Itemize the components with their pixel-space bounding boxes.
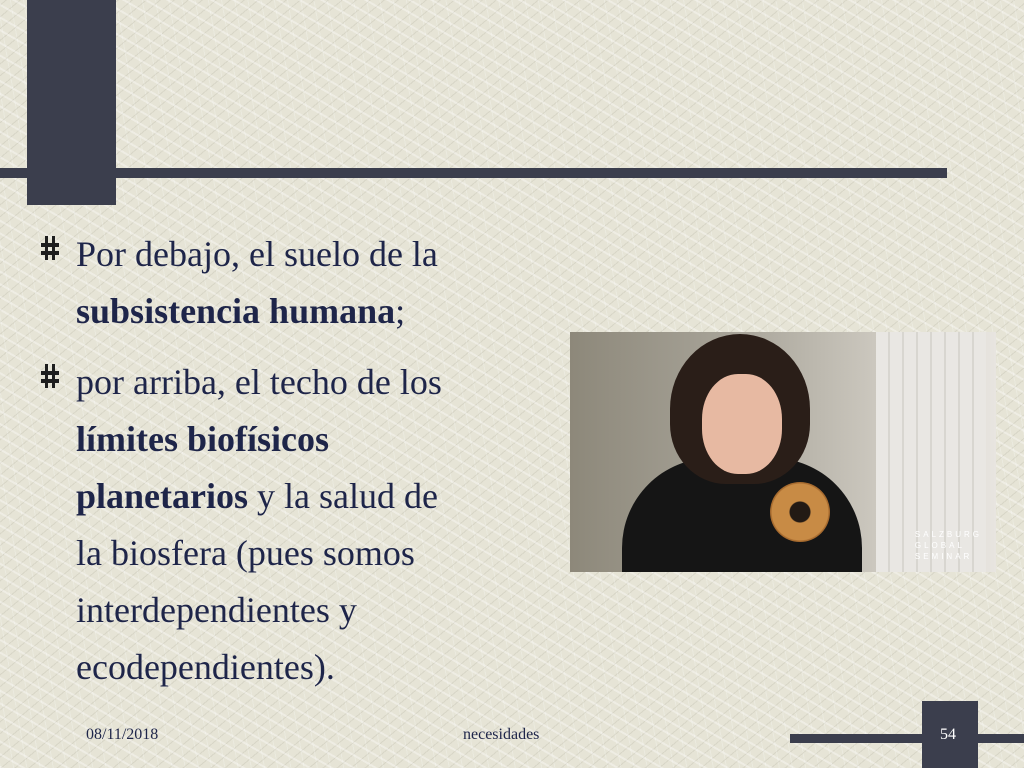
bullet-text-bold: subsistencia humana: [76, 291, 396, 331]
bullet-text: interdependientes y: [76, 590, 357, 630]
footer-date: 08/11/2018: [86, 726, 159, 743]
bullet-item-ceiling: [40, 354, 550, 696]
bullet-line: [76, 411, 550, 468]
bullet-line: [76, 639, 550, 696]
bullet-item-floor: [40, 226, 550, 340]
photo-doughnut: [770, 482, 830, 542]
bullet-text: por arriba, el techo de los: [76, 362, 442, 402]
bullet-text: ;: [395, 291, 406, 331]
footer-topic: necesidades: [463, 726, 540, 743]
bullet-text-bold: límites biofísicos: [76, 419, 329, 459]
slide-content: [40, 226, 550, 710]
photo-speaker-face: [702, 374, 782, 474]
footer-rule: [790, 734, 1024, 743]
bullet-line: [76, 468, 550, 525]
bullet-line: [76, 525, 550, 582]
hash-bullet-icon: [40, 364, 60, 388]
bullet-line: [76, 283, 550, 340]
page-number: 54: [940, 726, 956, 743]
logo-line: GLOBAL: [914, 541, 965, 550]
bullet-text: y la salud de: [248, 476, 438, 516]
speaker-photo: [570, 332, 996, 572]
logo-line: SALZBURG: [914, 530, 982, 539]
logo-line: SEMINAR: [914, 552, 973, 561]
bullet-text-bold: planetarios: [76, 476, 249, 516]
photo-watermark-logo: [915, 529, 982, 562]
hash-bullet-icon: [40, 236, 60, 260]
bullet-text: ecodependientes).: [76, 647, 335, 687]
bullet-text: la biosfera (pues somos: [76, 533, 415, 573]
bullet-text: Por debajo, el suelo de la: [76, 234, 438, 274]
bullet-line: [76, 354, 550, 411]
title-rule: [0, 168, 947, 178]
bullet-line: [76, 226, 550, 283]
bullet-line: [76, 582, 550, 639]
